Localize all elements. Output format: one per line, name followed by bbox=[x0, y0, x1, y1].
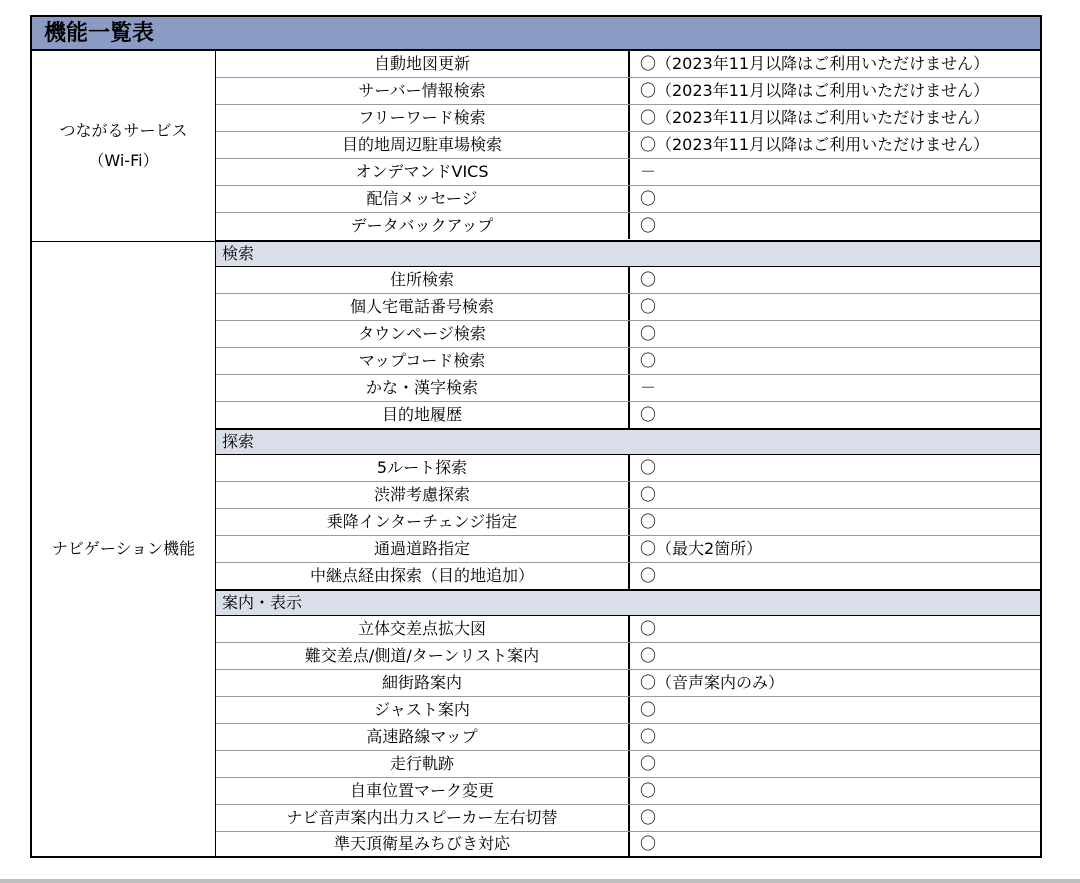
table-row bbox=[216, 402, 1040, 429]
feature-name: フリーワード検索 bbox=[216, 105, 630, 131]
feature-value: 〇 bbox=[640, 297, 657, 316]
feature-name: 高速路線マップ bbox=[216, 724, 630, 750]
category-navigation bbox=[32, 242, 216, 856]
table-row bbox=[216, 213, 1040, 240]
feature-name: サーバー情報検索 bbox=[216, 78, 630, 104]
category-wifi-line2: （Wi-Fi） bbox=[88, 151, 159, 170]
feature-name: 準天頂衛星みちびき対応 bbox=[216, 832, 630, 856]
feature-value: 〇 bbox=[640, 405, 657, 424]
bottom-divider bbox=[0, 879, 1080, 883]
table-title: 機能一覧表 bbox=[44, 21, 155, 46]
table-row bbox=[216, 482, 1040, 509]
feature-name: かな・漢字検索 bbox=[216, 375, 630, 401]
table-row bbox=[216, 724, 1040, 751]
feature-name: データバックアップ bbox=[216, 213, 630, 239]
feature-value: 〇 bbox=[640, 270, 657, 289]
table-row bbox=[216, 348, 1040, 375]
table-row bbox=[216, 670, 1040, 697]
table-row bbox=[216, 294, 1040, 321]
table-row bbox=[216, 536, 1040, 563]
feature-value: 〇 bbox=[640, 700, 657, 719]
feature-value: 〇 bbox=[640, 216, 657, 235]
feature-name: 個人宅電話番号検索 bbox=[216, 294, 630, 320]
table-row bbox=[216, 186, 1040, 213]
feature-value: 〇 bbox=[640, 566, 657, 585]
feature-value: 〇 bbox=[640, 727, 657, 746]
feature-name: 難交差点/側道/ターンリスト案内 bbox=[216, 643, 630, 669]
table-row bbox=[216, 509, 1040, 536]
feature-name: 配信メッセージ bbox=[216, 186, 630, 212]
feature-value: 〇 bbox=[640, 485, 657, 504]
feature-value: － bbox=[640, 378, 657, 397]
feature-name: オンデマンドVICS bbox=[216, 159, 630, 185]
feature-value: 〇（2023年11月以降はご利用いただけません） bbox=[640, 108, 990, 127]
table-row bbox=[216, 267, 1040, 294]
feature-name: 目的地履歴 bbox=[216, 402, 630, 428]
feature-value: 〇（音声案内のみ） bbox=[640, 673, 785, 692]
feature-value: 〇 bbox=[640, 189, 657, 208]
feature-value: 〇（2023年11月以降はご利用いただけません） bbox=[640, 54, 990, 73]
table-row bbox=[216, 321, 1040, 348]
feature-value: 〇 bbox=[640, 324, 657, 343]
feature-name: 乗降インターチェンジ指定 bbox=[216, 509, 630, 535]
table-row bbox=[216, 643, 1040, 670]
table-row bbox=[216, 132, 1040, 159]
table-row bbox=[216, 105, 1040, 132]
table-row bbox=[216, 805, 1040, 832]
feature-value: 〇 bbox=[640, 808, 657, 827]
category-navigation-label: ナビゲーション機能 bbox=[51, 539, 196, 558]
feature-name: 細街路案内 bbox=[216, 670, 630, 696]
feature-value: 〇 bbox=[640, 351, 657, 370]
feature-name: ジャスト案内 bbox=[216, 697, 630, 723]
table-row bbox=[216, 78, 1040, 105]
feature-name: 中継点経由探索（目的地追加） bbox=[216, 563, 630, 589]
table-row bbox=[216, 159, 1040, 186]
table-row bbox=[216, 616, 1040, 643]
subheader-guidance: 案内・表示 bbox=[216, 589, 1040, 616]
feature-value: 〇 bbox=[640, 646, 657, 665]
feature-value: － bbox=[640, 162, 657, 181]
feature-name: 5ルート探索 bbox=[216, 455, 630, 481]
feature-value: 〇（2023年11月以降はご利用いただけません） bbox=[640, 81, 990, 100]
table-row bbox=[216, 563, 1040, 590]
subheader-route: 探索 bbox=[216, 428, 1040, 455]
feature-name: 住所検索 bbox=[216, 267, 630, 293]
subheader-search: 検索 bbox=[216, 240, 1040, 267]
feature-value: 〇 bbox=[640, 458, 657, 477]
feature-value: 〇（2023年11月以降はご利用いただけません） bbox=[640, 135, 990, 154]
feature-value: 〇（最大2箇所） bbox=[640, 539, 763, 558]
table-row bbox=[216, 751, 1040, 778]
feature-name: 通過道路指定 bbox=[216, 536, 630, 562]
feature-name: 目的地周辺駐車場検索 bbox=[216, 132, 630, 158]
table-row bbox=[216, 375, 1040, 402]
feature-value: 〇 bbox=[640, 619, 657, 638]
feature-name: 立体交差点拡大図 bbox=[216, 616, 630, 642]
feature-name: マップコード検索 bbox=[216, 348, 630, 374]
feature-name: 自車位置マーク変更 bbox=[216, 778, 630, 804]
feature-value: 〇 bbox=[640, 512, 657, 531]
table-row bbox=[216, 697, 1040, 724]
table-row bbox=[216, 778, 1040, 805]
table-row bbox=[216, 832, 1040, 856]
table-row bbox=[216, 455, 1040, 482]
table-row bbox=[216, 51, 1040, 78]
feature-value: 〇 bbox=[640, 754, 657, 773]
feature-table bbox=[30, 15, 1042, 858]
feature-name: 走行軌跡 bbox=[216, 751, 630, 777]
feature-name: タウンページ検索 bbox=[216, 321, 630, 347]
feature-name: 渋滞考慮探索 bbox=[216, 482, 630, 508]
feature-name: 自動地図更新 bbox=[216, 51, 630, 77]
table-title-bar bbox=[32, 17, 1040, 51]
category-wifi bbox=[32, 51, 216, 242]
feature-value: 〇 bbox=[640, 781, 657, 800]
category-wifi-line1: つながるサービス bbox=[59, 121, 188, 140]
feature-name: ナビ音声案内出力スピーカー左右切替 bbox=[216, 805, 630, 831]
feature-value: 〇 bbox=[640, 834, 657, 853]
